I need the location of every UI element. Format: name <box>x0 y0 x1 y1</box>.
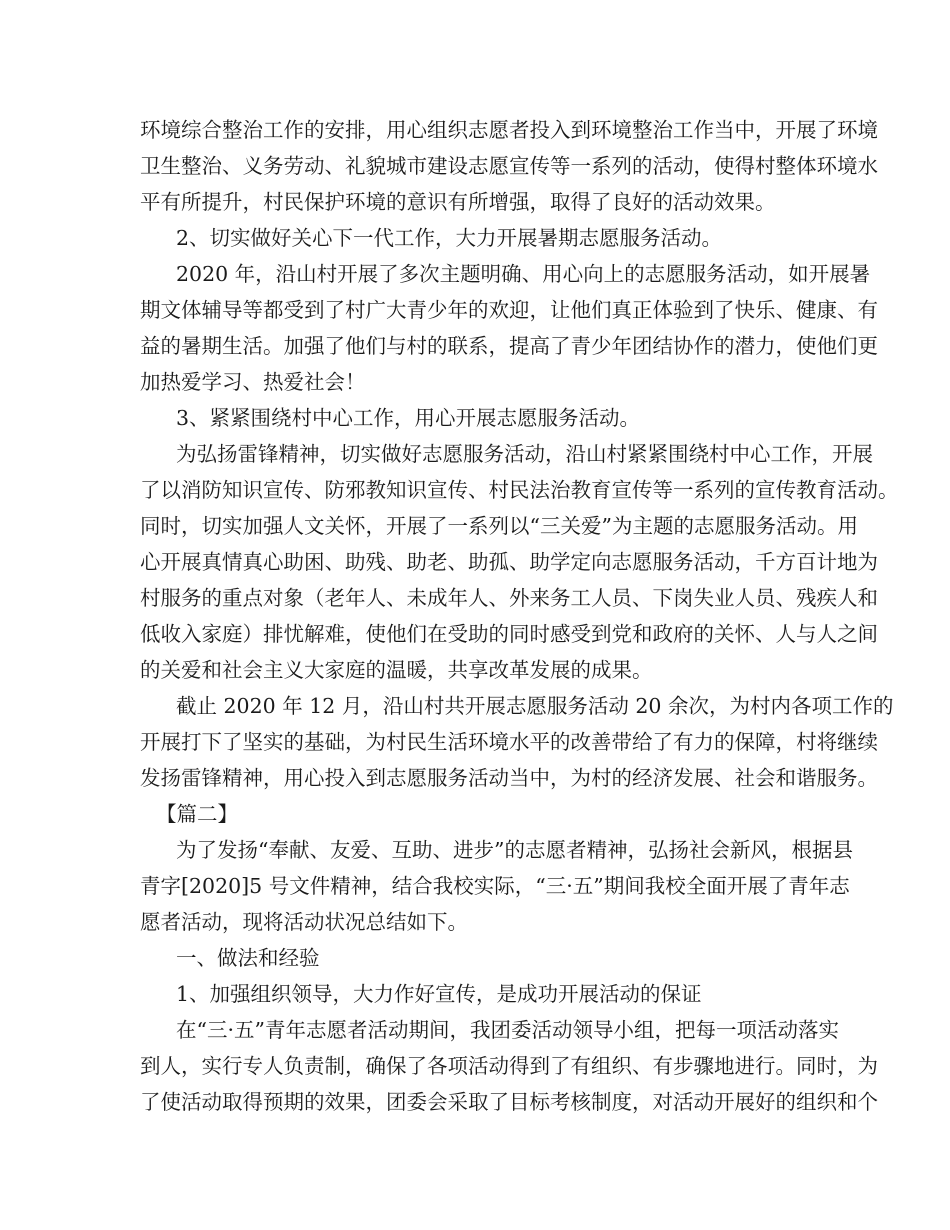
paragraph-line: 心开展真情真心助困、助残、助老、助孤、助学定向志愿服务活动，千方百计地为 <box>140 550 878 574</box>
chapter-heading: 【篇二】 <box>156 802 238 826</box>
section-heading: 2、切实做好关心下一代工作，大力开展暑期志愿服务活动。 <box>176 226 723 250</box>
paragraph-line: 低收入家庭）排忧解难，使他们在受助的同时感受到党和政府的关怀、人与人之间 <box>140 622 878 646</box>
section-heading: 1、加强组织领导，大力作好宣传，是成功开展活动的保证 <box>176 982 702 1006</box>
section-heading: 一、做法和经验 <box>176 946 320 970</box>
paragraph-line: 2020 年，沿山村开展了多次主题明确、用心向上的志愿服务活动，如开展暑 <box>176 262 871 286</box>
paragraph-line: 为了发扬“奉献、友爱、互助、进步”的志愿者精神，弘扬社会新风，根据县 <box>176 838 853 862</box>
paragraph-line: 卫生整治、义务劳动、礼貌城市建设志愿宣传等一系列的活动，使得村整体环境水 <box>140 154 878 178</box>
paragraph-line: 了使活动取得预期的效果，团委会采取了目标考核制度，对活动开展好的组织和个 <box>140 1090 878 1114</box>
paragraph-line: 益的暑期生活。加强了他们与村的联系，提高了青少年团结协作的潜力，使他们更 <box>140 334 878 358</box>
paragraph-line: 发扬雷锋精神，用心投入到志愿服务活动当中，为村的经济发展、社会和谐服务。 <box>140 766 878 790</box>
paragraph-line: 开展打下了坚实的基础，为村民生活环境水平的改善带给了有力的保障，村将继续 <box>140 730 878 754</box>
paragraph-line: 青字[2020]5 号文件精神，结合我校实际，“三·五”期间我校全面开展了青年志 <box>140 874 850 898</box>
paragraph-line: 村服务的重点对象（老年人、未成年人、外来务工人员、下岗失业人员、残疾人和 <box>140 586 878 610</box>
paragraph-line: 为弘扬雷锋精神，切实做好志愿服务活动，沿山村紧紧围绕村中心工作，开展 <box>176 442 873 466</box>
section-heading: 3、紧紧围绕村中心工作，用心开展志愿服务活动。 <box>176 406 641 430</box>
paragraph-line: 平有所提升，村民保护环境的意识有所增强，取得了良好的活动效果。 <box>140 190 776 214</box>
paragraph-line: 的关爱和社会主义大家庭的温暖，共享改革发展的成果。 <box>140 658 653 682</box>
paragraph-line: 在“三·五”青年志愿者活动期间，我团委活动领导小组，把每一项活动落实 <box>176 1018 839 1042</box>
paragraph-line: 加热爱学习、热爱社会！ <box>140 370 366 394</box>
paragraph-line: 环境综合整治工作的安排，用心组织志愿者投入到环境整治工作当中，开展了环境 <box>140 118 878 142</box>
paragraph-line: 愿者活动，现将活动状况总结如下。 <box>140 910 468 934</box>
paragraph-line: 到人，实行专人负责制，确保了各项活动得到了有组织、有步骤地进行。同时，为 <box>140 1054 878 1078</box>
paragraph-line: 截止 2020 年 12 月，沿山村共开展志愿服务活动 20 余次，为村内各项工作的 <box>176 694 894 718</box>
paragraph-line: 了以消防知识宣传、防邪教知识宣传、村民法治教育宣传等一系列的宣传教育活动。 <box>140 478 899 502</box>
paragraph-line: 同时，切实加强人文关怀，开展了一系列以“三关爱”为主题的志愿服务活动。用 <box>140 514 858 538</box>
paragraph-line: 期文体辅导等都受到了村广大青少年的欢迎，让他们真正体验到了快乐、健康、有 <box>140 298 878 322</box>
